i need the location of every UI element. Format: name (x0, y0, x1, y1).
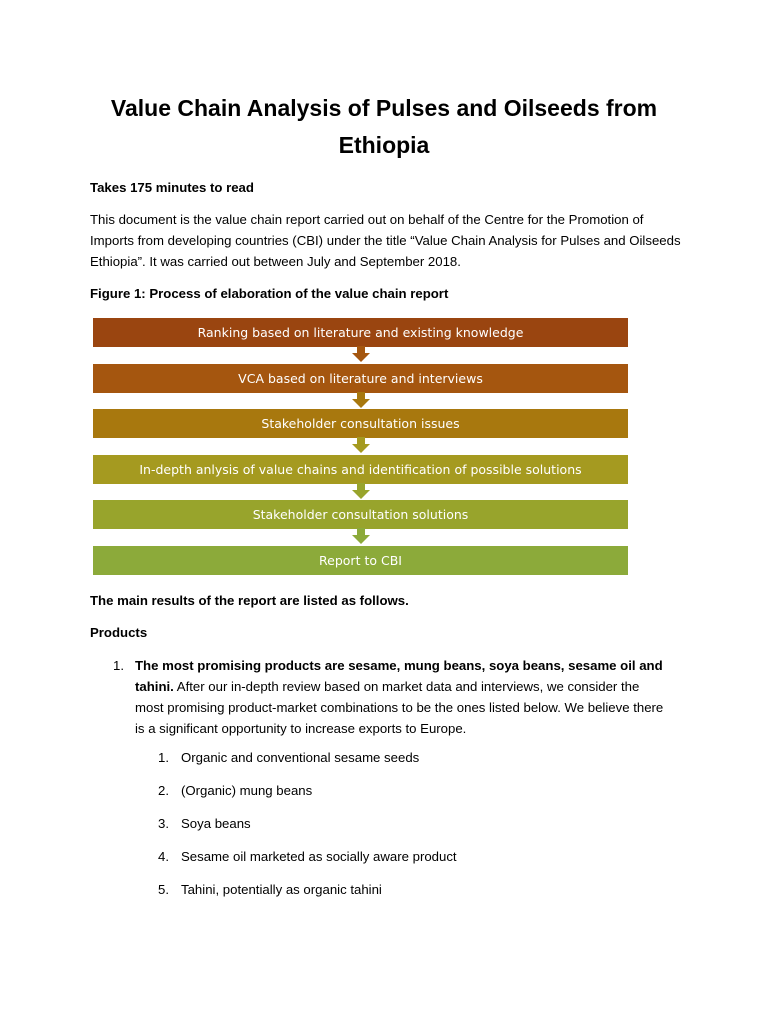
process-flowchart (93, 318, 628, 576)
list-item-text (135, 655, 671, 739)
flow-step-2: VCA based on literature and interviews (93, 364, 628, 393)
sublist-item-1: Organic and conventional sesame seeds (181, 750, 420, 765)
sublist-item-4: Sesame oil marketed as socially aware product (181, 849, 457, 864)
results-heading: The main results of the report are listed as follows. (90, 593, 409, 608)
list-item-number: 1. (113, 658, 124, 673)
intro-paragraph: This document is the value chain report carried out on behalf of the Centre for the Promotion of Imports from developing countries (CBI) under the title “Value Chain Analysis for Pulses and Oilseeds Ethiopia”. It was carried out between July and September 2018. (90, 212, 681, 269)
flow-step-5: Stakeholder consultation solutions (93, 500, 628, 529)
sublist-number-4: 4. (158, 849, 169, 864)
sublist-number-5: 5. (158, 882, 169, 897)
title-line-1: Value Chain Analysis of Pulses and Oilseeds from (110, 95, 658, 121)
flow-arrow-1 (352, 346, 370, 362)
products-heading: Products (90, 625, 148, 640)
flow-step-3: Stakeholder consultation issues (93, 409, 628, 438)
flow-arrow-5 (352, 528, 370, 544)
sublist-item-2: (Organic) mung beans (181, 783, 313, 798)
sublist-number-3: 3. (158, 816, 169, 831)
title-line-2: Ethiopia (338, 132, 430, 158)
list-item-lead: The most promising products are sesame, mung beans, soya beans, sesame oil and tahini. (135, 658, 663, 694)
flow-arrow-3 (352, 437, 370, 453)
sublist-item-5: Tahini, potentially as organic tahini (181, 882, 382, 897)
flow-step-1: Ranking based on literature and existing knowledge (93, 318, 628, 347)
document-title (90, 90, 678, 164)
list-item-body: After our in-depth review based on market data and interviews, we consider the most promising product-market combinations to be the ones listed below. We believe there is a significant opportunity to increase exports to Europe. (135, 679, 664, 736)
sublist-number-1: 1. (158, 750, 169, 765)
flow-arrow-2 (352, 392, 370, 408)
read-time: Takes 175 minutes to read (90, 180, 254, 195)
sublist-item-3: Soya beans (181, 816, 251, 831)
sublist-number-2: 2. (158, 783, 169, 798)
flow-step-6: Report to CBI (93, 546, 628, 575)
figure-caption: Figure 1: Process of elaboration of the value chain report (90, 286, 449, 301)
flow-step-4: In-depth anlysis of value chains and identification of possible solutions (93, 455, 628, 484)
flow-arrow-4 (352, 483, 370, 499)
